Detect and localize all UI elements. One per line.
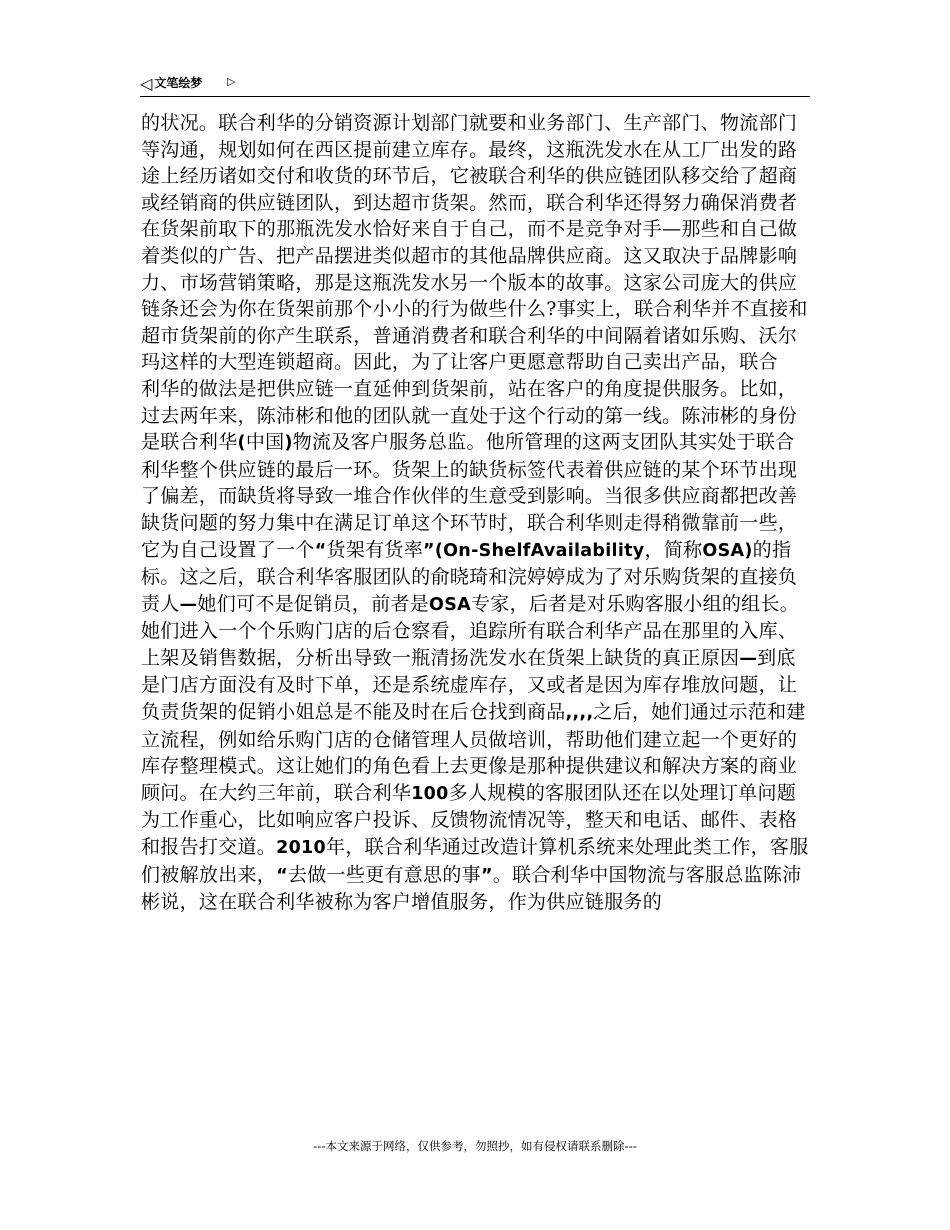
text-run: 多人规模的客服团队还在以处理订单问题为工作重心，比如响应客户投诉、反馈物流情况等，整天和电话、邮件、表格和报告打交道。 (141, 781, 798, 859)
text-run: 她们可不是促销员，前者是 (197, 592, 430, 615)
header-title: 文笔绘梦 (154, 76, 203, 90)
paragraph-2 (141, 376, 813, 916)
body-text (141, 110, 813, 916)
text-run: OSA) (702, 540, 753, 561)
text-run: ” (480, 865, 493, 886)
text-run: 。联合利华中国物流与客服总监陈沛彬说，这在联合利华被称为客户增值服务，作为供应链服务的 (141, 863, 802, 914)
right-triangle-icon: ▷ (227, 75, 236, 88)
text-run: 专家，后者是对乐购客服小组的组长。她们进入一个个乐购门店的后仓察看，追踪所有联合利华产品在那里的入库、上架及销售数据，分析出导致一瓶清扬洗发水在货架上缺货的真正原因 (141, 592, 800, 669)
text-run: ,,,, (565, 703, 594, 724)
text-run: ( (237, 433, 246, 454)
text-run: ，简称 (644, 538, 703, 561)
text-run: 年，联合利华通过改造计算机系统来处理此类工作，客服们被解放出来， (141, 836, 809, 886)
page-header (140, 72, 810, 97)
paragraph-1: 的状况。联合利华的分销资源计划部门就要和业务部门、生产部门、物流部门等沟通，规划如何在西区提前建立库存。最终，这瓶洗发水在从工厂出发的路途上经历诸如交付和收货的环节后，它被联合利华的供应链团队移交给了超商或经销商的供应链团队，到达超市货架。然而，联合利华还得努力确保消费者在货架前取下的那瓶洗发水恰好来自于自己，而不是竞争对手—那些和自己做着类似的广告、把产品摆进类似超市的其他品牌供应商。这又取决于品牌影响力、市场营销策略，那是这瓶洗发水另一个版本的故事。这家公司庞大的供应链条还会为你在货架前那个小小的行为做些什么?事实上，联合利华并不直接和超市货架前的你产生联系，普通消费者和联合利华的中间隔着诸如乐购、沃尔玛这样的大型连锁超商。因此，为了让客户更愿意帮助自己卖出产品，联合 (141, 112, 808, 374)
text-run: ) (284, 433, 293, 454)
text-run: 物流及客户服务总监。他所管理的这两支团队其实处于联合利华整个供应链的最后一环。货架上的缺货标签代表着供应链的某个环节出现了偏差，而缺货将导致一堆合作伙伴的生意受到影响。当很多供应商都把改善缺货问题的努力集中在满足订单这个环节时，联合利华则走得稍微靠前一些，它为自己设置了一个 (141, 431, 798, 561)
text-run: 利华的做法是把供应链一直延伸到货架前，站在客户的角度提供服务。比如，过去两年来，陈沛彬和他的团队就一直处于这个行动的第一线。陈沛彬的身份是联合利华 (141, 377, 798, 454)
text-run: 2010 (276, 838, 327, 859)
text-run: ”(On-ShelfAvailability (423, 540, 645, 561)
text-run: 去做一些更有意思的事 (287, 863, 481, 886)
text-run: “ (276, 865, 288, 886)
text-run: 的指标。这之后，联合利华客服团队的俞晓琦和浣婷婷成为了对乐购货架的直接负责人 (141, 538, 798, 615)
page-footer: ---本文来源于网络，仅供参考，勿照抄，如有侵权请联系删除--- (313, 1139, 637, 1153)
text-run: 100 (411, 783, 449, 804)
header-left (140, 74, 202, 93)
text-run: OSA (429, 594, 471, 615)
left-triangle-icon: ◁ (140, 74, 153, 93)
text-run: — (739, 648, 758, 669)
text-run: — (179, 594, 198, 615)
text-run: “ (314, 540, 327, 561)
text-run: 中国 (245, 431, 285, 454)
text-run: 货架有货率 (326, 538, 424, 561)
text-run: 到底是门店方面没有及时下单，还是系统虚库存，又或者是因为库存堆放问题，让负责货架的促销小姐总是不能及时在后仓找到商品 (141, 646, 798, 724)
text-run: 之后，她们通过示范和建立流程，例如给乐购门店的仓储管理人员做培训，帮助他们建立起一个更好的库存整理模式。这让她们的角色看上去更像是那种提供建议和解决方案的商业顾问。在大约三年前，联合利华 (141, 701, 806, 804)
